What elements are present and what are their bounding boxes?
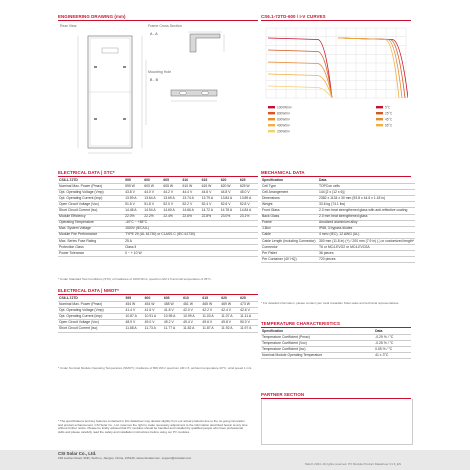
table-cell: 625: [239, 178, 258, 184]
table-cell: 25 A: [124, 238, 258, 244]
legend-label: 65°C: [385, 123, 393, 128]
table-cell: 13.74 A: [181, 196, 200, 202]
table-cell: 13.69 A: [162, 196, 181, 202]
table-cell: Per Pallet: [261, 251, 318, 257]
table-cell: 10.95 A: [163, 314, 182, 320]
table-cell: 11.82 A: [182, 326, 201, 332]
table-cell: Module Efficiency: [58, 214, 124, 220]
table-cell: Cable Length (Including Connector): [261, 238, 318, 244]
table-cell: 600: [144, 296, 163, 302]
legend-label: 800W/m²: [277, 111, 290, 116]
table-cell: Front Glass: [261, 208, 318, 214]
table-cell: 615 W: [201, 184, 220, 190]
table-cell: 11.07 A: [220, 314, 239, 320]
table-row: [58, 251, 258, 257]
table-cell: 50.0 V: [239, 320, 258, 326]
table-cell: 22.2%: [143, 214, 162, 220]
iv-curves-title: CS6.1-72TD-600 / I-V CURVES: [261, 14, 326, 19]
table-cell: Nominal Max. Power (Pmax): [58, 302, 124, 308]
table-cell: Short Circuit Current (Isc): [58, 208, 124, 214]
table-cell: 11.11 A: [239, 314, 258, 320]
table-cell: 49.8 V: [220, 320, 239, 326]
table-cell: 33.6 kg (74.1 lbs): [318, 202, 415, 208]
temp-table: [261, 329, 411, 359]
legend-label: 600W/m²: [277, 117, 290, 122]
table-cell: 10.99 A: [182, 314, 201, 320]
table-cell: J-Box: [261, 226, 318, 232]
table-cell: 11.77 A: [163, 326, 182, 332]
partner-box: [261, 399, 413, 445]
table-cell: 22.0%: [124, 214, 143, 220]
table-cell: 42.2 V: [201, 308, 220, 314]
table-cell: T6 or MC4-EVO2 or MC4-EVO2A: [318, 245, 415, 251]
table-cell: 615: [201, 178, 220, 184]
stc-table: [58, 178, 258, 257]
table-cell: 49.4 V: [182, 320, 201, 326]
table-cell: 14.84 A: [239, 208, 258, 214]
table-cell: 13.64 A: [143, 196, 162, 202]
engineering-drawing-title: ENGINEERING DRAWING (mm): [58, 14, 126, 19]
table-cell: 600 W: [143, 184, 162, 190]
table-cell: 43.8 V: [124, 190, 143, 196]
table-cell: 36 pieces: [318, 251, 415, 257]
table-cell: 44.0 V: [143, 190, 162, 196]
table-row: [261, 257, 415, 263]
table-cell: 23.1%: [239, 214, 258, 220]
table-cell: TOPCon cells: [318, 184, 415, 190]
table-cell: CS6.1-72TD: [58, 178, 124, 184]
legend-swatch: [268, 112, 275, 114]
table-cell: 605: [163, 296, 182, 302]
table-cell: Open Circuit Voltage (Voc): [58, 320, 124, 326]
stc-note: * Under Standard Test Conditions (STC) of irradiance of 1000 W/m², spectrum AM 1.5 and cell temperature of 25°C.: [58, 277, 212, 281]
table-cell: Power Tolerance: [58, 251, 124, 257]
table-cell: 720 pieces: [318, 257, 415, 263]
table-cell: 23.0%: [220, 214, 239, 220]
legend-swatch: [376, 124, 383, 126]
table-cell: Class II: [124, 245, 258, 251]
table-cell: 625 W: [239, 184, 258, 190]
mounting-hole-label: Mounting Hole: [148, 70, 172, 74]
stc-title: ELECTRICAL DATA | STC*: [58, 170, 115, 175]
table-cell: 620 W: [220, 184, 239, 190]
table-cell: Weight: [261, 202, 318, 208]
table-cell: Open Circuit Voltage (Voc): [58, 202, 124, 208]
table-cell: Data: [318, 178, 415, 184]
table-cell: -0.25 % / °C: [374, 341, 411, 347]
table-cell: 14.48 A: [124, 208, 143, 214]
table-cell: 41 ± 3°C: [374, 353, 411, 359]
table-cell: TYPE 29 (UL 61730) or CLASS C (IEC 61730): [124, 232, 258, 238]
table-cell: 11.73 A: [144, 326, 163, 332]
table-cell: 454 W: [144, 302, 163, 308]
table-cell: 11.97 A: [239, 326, 258, 332]
footer-company: CSI Solar Co., Ltd.: [58, 451, 97, 456]
table-cell: Anodized aluminium alloy: [318, 220, 415, 226]
legend-swatch: [268, 130, 275, 132]
table-cell: 41.8 V: [163, 308, 182, 314]
table-cell: 44.6 V: [201, 190, 220, 196]
table-cell: 4 mm² (IEC), 12 AWG (UL): [318, 232, 415, 238]
table-cell: Opt. Operating Current (Imp): [58, 314, 124, 320]
iv-series-line: [338, 38, 399, 98]
table-cell: 14.66 A: [181, 208, 200, 214]
table-cell: 14.72 A: [201, 208, 220, 214]
table-cell: 469 W: [220, 302, 239, 308]
table-cell: 2.0 mm heat strengthened glass: [318, 214, 415, 220]
table-cell: Specification: [261, 178, 318, 184]
rear-view-label: Rear View: [60, 24, 77, 28]
iv-series-line: [268, 62, 332, 98]
legend-swatch: [376, 112, 383, 114]
table-cell: 13.89 A: [239, 196, 258, 202]
table-cell: -40°C ~ +85°C: [124, 220, 258, 226]
table-cell: 454 W: [124, 302, 143, 308]
table-cell: 615: [201, 296, 220, 302]
table-cell: 44.2 V: [162, 190, 181, 196]
table-cell: 49.0 V: [144, 320, 163, 326]
temp-title: TEMPERATURE CHARACTERISTICS: [261, 321, 340, 326]
table-cell: Max. System Voltage: [58, 226, 124, 232]
table-cell: 14.78 A: [220, 208, 239, 214]
table-cell: Temperature Coefficient (Voc): [261, 341, 374, 347]
mech-table: [261, 178, 415, 263]
table-cell: 52.2 V: [181, 202, 200, 208]
table-cell: 610 W: [181, 184, 200, 190]
mech-title: MECHANICAL DATA: [261, 170, 305, 175]
legend-label: 200W/m²: [277, 129, 290, 134]
mech-note: * For detailed information, please contact your local Canadian Solar sales and technical representatives.: [261, 301, 400, 305]
table-cell: Opt. Operating Current (Imp): [58, 196, 124, 202]
table-cell: 144 [2 x (12 x 6)]: [318, 190, 415, 196]
table-cell: 461 W: [182, 302, 201, 308]
legend-label: 25°C: [385, 111, 393, 116]
table-cell: 51.6 V: [124, 202, 143, 208]
legend-label: 5°C: [385, 105, 391, 110]
table-cell: Data: [374, 329, 411, 335]
table-cell: Connector: [261, 245, 318, 251]
nmot-note: * Under Nominal Module Operating Temperature (NMOT), irradiance of 800 W/m² spectrum AM 1.5, ambient temperature 20°C, wind speed 1 m/s.: [58, 366, 253, 370]
table-cell: CS6.1-72TD: [58, 296, 124, 302]
table-cell: Opt. Operating Voltage (Vmp): [58, 190, 124, 196]
table-cell: 11.03 A: [201, 314, 220, 320]
footer-copyright: March 2024. All rights reserved. PV Module Product Datasheet V1.6_EN: [305, 462, 402, 466]
table-cell: 42.0 V: [182, 308, 201, 314]
legend-swatch: [268, 106, 275, 108]
table-cell: IP68, 3 bypass diodes: [318, 226, 415, 232]
table-cell: 52.6 V: [220, 202, 239, 208]
table-cell: 44.8 V: [220, 190, 239, 196]
table-cell: Per Container (40' HQ): [261, 257, 318, 263]
table-cell: Cell Type: [261, 184, 318, 190]
rear-view-drawing: [58, 30, 180, 157]
table-cell: Short Circuit Current (Isc): [58, 326, 124, 332]
mounting-hole-drawing: [165, 84, 235, 108]
iv-series-line: [268, 86, 332, 98]
table-cell: 13.79 A: [201, 196, 220, 202]
table-cell: 22.4%: [162, 214, 181, 220]
table-cell: 52.4 V: [201, 202, 220, 208]
section-bb-label: B - B: [150, 78, 158, 82]
legend-label: 45°C: [385, 117, 393, 122]
table-cell: 22.6%: [181, 214, 200, 220]
table-cell: 14.54 A: [143, 208, 162, 214]
table-cell: 300 mm (11.8 in) (+) / 200 mm (7.9 in) (-) or customized length*: [319, 238, 415, 243]
table-cell: Cell Arrangement: [261, 190, 318, 196]
table-cell: Back Glass: [261, 214, 318, 220]
table-cell: 458 W: [163, 302, 182, 308]
table-cell: -0.29 % / °C: [374, 335, 411, 341]
table-cell: 11.92 A: [220, 326, 239, 332]
table-cell: 620: [220, 296, 239, 302]
table-cell: Operating Temperature: [58, 220, 124, 226]
table-cell: 42.6 V: [239, 308, 258, 314]
table-cell: 595 W: [124, 184, 143, 190]
table-cell: 41.6 V: [144, 308, 163, 314]
table-cell: 465 W: [201, 302, 220, 308]
table-cell: 473 W: [239, 302, 258, 308]
table-cell: 1500V (IEC/UL): [124, 226, 258, 232]
table-cell: 52.8 V: [239, 202, 258, 208]
frame-cross-section-drawing: [180, 30, 250, 58]
table-cell: 2382 x 1134 x 30 mm (93.8 x 44.6 x 1.18 in): [318, 196, 415, 202]
footer-address: 199 Lushan Road, SND, Suzhou, Jiangsu, China, 215129, www.csisolar.com, support@csisolar.com: [58, 456, 192, 460]
table-cell: 42.4 V: [220, 308, 239, 314]
table-cell: 610: [181, 178, 200, 184]
legend-swatch: [376, 106, 383, 108]
table-cell: 620: [220, 178, 239, 184]
table-cell: Frame: [261, 220, 318, 226]
table-cell: 0 ~ + 10 W: [124, 251, 258, 257]
nmot-title: ELECTRICAL DATA | NMOT*: [58, 288, 119, 293]
table-row: [261, 353, 411, 359]
table-cell: Cable: [261, 232, 318, 238]
table-cell: 52.0 V: [162, 202, 181, 208]
table-cell: 51.8 V: [143, 202, 162, 208]
table-cell: 48.9 V: [124, 320, 143, 326]
legend-label: 1000W/m²: [277, 105, 292, 110]
table-cell: 11.87 A: [201, 326, 220, 332]
legend-swatch: [376, 118, 383, 120]
table-cell: 49.2 V: [163, 320, 182, 326]
table-cell: Temperature Coefficient (Isc): [261, 347, 374, 353]
table-cell: 45.0 V: [239, 190, 258, 196]
table-cell: 10.87 A: [124, 314, 143, 320]
table-cell: 13.84 A: [220, 196, 239, 202]
table-cell: Specification: [261, 329, 374, 335]
table-cell: 41.4 V: [124, 308, 143, 314]
table-cell: 595: [124, 296, 143, 302]
nmot-table: [58, 296, 258, 333]
iv-series-line: [338, 38, 408, 98]
section-aa-label: A - A: [150, 32, 158, 36]
table-cell: 625: [239, 296, 258, 302]
table-cell: 0.05 % / °C: [374, 347, 411, 353]
legend-label: 400W/m²: [277, 123, 290, 128]
table-cell: 595: [124, 178, 143, 184]
legend-swatch: [268, 118, 275, 120]
table-cell: 605: [162, 178, 181, 184]
frame-cross-section-label: Frame Cross Section: [148, 24, 182, 28]
iv-series-line: [338, 38, 402, 98]
table-cell: 2.0 mm heat strengthened glass with anti-reflective coating: [318, 208, 415, 214]
table-cell: Nominal Max. Power (Pmax): [58, 184, 124, 190]
table-cell: 10.91 A: [144, 314, 163, 320]
table-cell: Module Fire Performance: [58, 232, 124, 238]
table-cell: 605 W: [162, 184, 181, 190]
table-cell: Nominal Module Operating Temperature: [261, 353, 374, 359]
table-cell: 600: [143, 178, 162, 184]
table-cell: 11.68 A: [124, 326, 143, 332]
table-row: [58, 326, 258, 332]
table-cell: Opt. Operating Voltage (Vmp): [58, 308, 124, 314]
table-cell: 14.60 A: [162, 208, 181, 214]
disclaimer: * The specifications and key features contained in this datasheet may deviate slightly from our actual products due to the on-going innovation and product enhancement. CSI Solar Co., Ltd. reserves the right to make necessary adjustment to the information described herein at any time without further notice. Please be kindly advised that PV modules should be handled and installed by qualified people who have professional skills and please carefully read the safety and installation instructions before using our PV modules.: [58, 419, 248, 434]
table-cell: 49.6 V: [201, 320, 220, 326]
table-cell: 610: [182, 296, 201, 302]
table-cell: 44.4 V: [181, 190, 200, 196]
iv-curves-chart: [264, 24, 408, 172]
legend-swatch: [268, 124, 275, 126]
partner-title: PARTNER SECTION: [261, 392, 305, 397]
table-cell: Max. Series Fuse Rating: [58, 238, 124, 244]
table-cell: 22.8%: [201, 214, 220, 220]
table-cell: Temperature Coefficient (Pmax): [261, 335, 374, 341]
table-cell: 13.59 A: [124, 196, 143, 202]
table-cell: Protection Class: [58, 245, 124, 251]
table-cell: Dimensions: [261, 196, 318, 202]
